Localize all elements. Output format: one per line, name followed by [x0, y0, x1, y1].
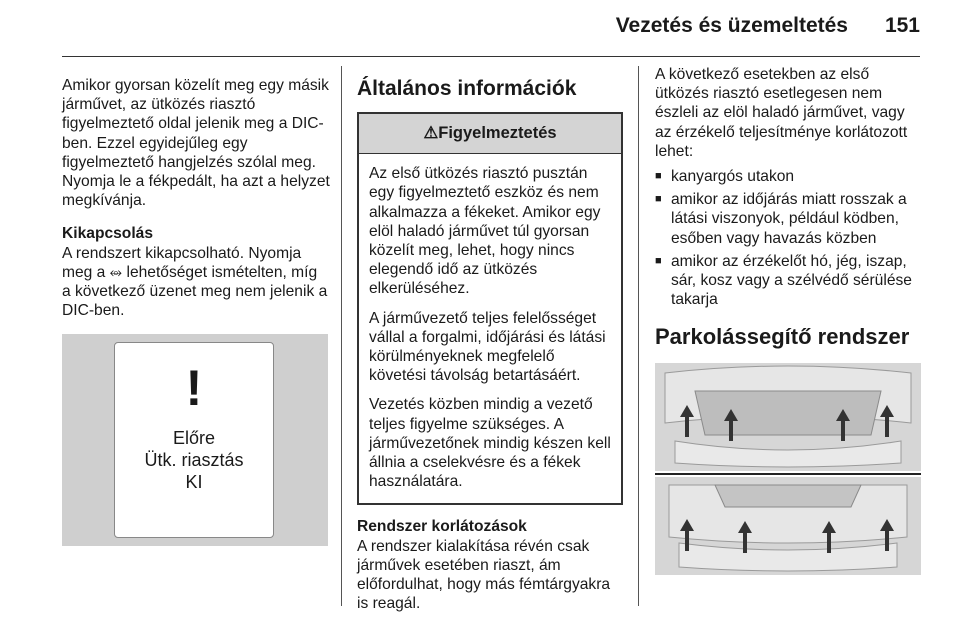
front-bumper-image: [655, 363, 921, 471]
column-divider: [638, 66, 639, 606]
kikapcsolas-paragraph: A rendszert kikapcsolható. Nyomja meg a ⥈ lehetőséget ismételten, míg a következő üzenet meg nem jelenik a DIC-ben.: [62, 244, 328, 320]
kikapcsolas-heading: Kikapcsolás: [62, 225, 154, 243]
limits-paragraph: A rendszer kialakítása révén csak járművek esetében riaszt, ám előfordulhat, hogy más fémtárgyakra is reagál.: [357, 537, 611, 613]
section-title-parking: Parkolássegítő rendszer: [655, 324, 910, 350]
dic-display-screen: [114, 342, 274, 538]
column-divider: [341, 66, 342, 606]
display-line-3: KI: [185, 472, 203, 493]
column-left: [62, 76, 330, 546]
warning-box: [357, 112, 623, 505]
list-item: ■ kanyargós utakon: [655, 167, 921, 186]
warning-paragraph-2: A járművezető teljes felelősséget vállal a forgalmi, időjárási és látási körülményeknek megfelelő követési távolság betartásáért.: [369, 309, 606, 385]
column-middle: [357, 76, 623, 627]
warning-paragraph-3: Vezetés közben mindig a vezető teljes figyelme szükséges. A járművezetőnek mindig készen kell állnia a cselekvésre és a fékek használatára.: [369, 396, 611, 491]
dic-display-figure: [62, 334, 328, 546]
display-line-2: Ütk. riasztás: [144, 450, 244, 471]
parking-sensor-figure: [655, 363, 921, 575]
column-right: [655, 65, 921, 575]
warning-heading: ⚠Figyelmeztetés: [359, 114, 621, 154]
limitations-list: [655, 167, 921, 309]
display-line-1: Előre: [172, 428, 216, 449]
rear-bumper-image: [655, 477, 921, 575]
figure-separator: [655, 473, 921, 475]
page-number: 151: [884, 14, 920, 37]
intro-paragraph: Amikor gyorsan közelít meg egy másik járművet, az ütközés riasztó figyelmeztető oldal jelenik meg a DIC-ben. Ezzel egyidejűleg egy figyelmeztető hangjelzés szólal meg. Nyomja le a fékpedált, ha azt a helyzet megkívánja.: [62, 77, 330, 210]
list-item: ■ amikor az érzékelőt hó, jég, iszap, sár, kosz vagy a szélvédő sérülése takarja: [655, 252, 921, 310]
warning-exclamation-icon: !: [185, 360, 203, 417]
header-rule: [62, 56, 920, 57]
limits-heading: Rendszer korlátozások: [357, 518, 527, 536]
page-header-title: Vezetés és üzemeltetés: [615, 14, 848, 37]
list-item: ■ amikor az időjárás miatt rosszak a látási viszonyok, például ködben, esőben vagy havazás közben: [655, 190, 921, 248]
section-title-general: Általános információk: [357, 77, 577, 100]
warning-paragraph-1: Az első ütközés riasztó pusztán egy figyelmeztető eszköz és nem alkalmazza a fékeket. Amikor egy elöl haladó járművet túl gyorsan közelít meg, lehet, hogy nincs elegendő idő az ütközés elkerüléséhez.: [369, 165, 601, 298]
limitations-intro: A következő esetekben az első ütközés riasztó esetlegesen nem észleli az elöl haladó járművet, vagy az érzékelő teljesítménye korlátozott lehet:: [655, 66, 908, 160]
